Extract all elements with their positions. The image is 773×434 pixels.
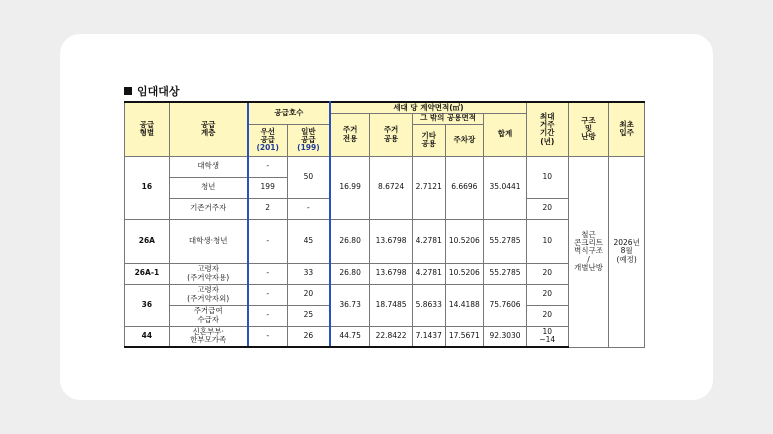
rental-target-table bbox=[124, 101, 645, 348]
section-title-text: 임대대상 bbox=[137, 85, 180, 98]
type-cell: 16 bbox=[125, 156, 170, 219]
total-cell: 92.3030 bbox=[484, 326, 527, 347]
table-row bbox=[125, 284, 645, 305]
general-cell: 45 bbox=[287, 219, 330, 263]
square-bullet-icon bbox=[124, 87, 132, 95]
excl-cell: 44.75 bbox=[330, 326, 370, 347]
section-title bbox=[124, 83, 180, 99]
header-total: 합계 bbox=[484, 113, 527, 156]
type-cell: 26A-1 bbox=[125, 263, 170, 284]
header-tier: 공급 계층 bbox=[169, 102, 247, 156]
priority-cell: - bbox=[248, 305, 288, 326]
park-cell: 14.4188 bbox=[445, 284, 484, 326]
priority-cell: 2 bbox=[248, 198, 288, 219]
max-cell: 20 bbox=[526, 284, 568, 305]
max-cell: 20 bbox=[526, 263, 568, 284]
excl-cell: 26.80 bbox=[330, 263, 370, 284]
header-general: 일반 공급 (199) bbox=[287, 124, 330, 156]
general-cell: 33 bbox=[287, 263, 330, 284]
header-other-common-group: 그 밖의 공용면적 bbox=[412, 113, 483, 124]
other-cell: 5.8633 bbox=[412, 284, 445, 326]
type-cell: 26A bbox=[125, 219, 170, 263]
other-cell: 4.2781 bbox=[412, 263, 445, 284]
type-cell: 44 bbox=[125, 326, 170, 347]
header-area-per-unit: 세대 당 계약면적(㎡) bbox=[330, 102, 526, 113]
tier-cell: 주거급여 수급자 bbox=[169, 305, 247, 326]
priority-cell: - bbox=[248, 263, 288, 284]
tier-cell: 고령자 (주거약자외) bbox=[169, 284, 247, 305]
table-row bbox=[125, 263, 645, 284]
header-supply-count: 공급호수 bbox=[248, 102, 330, 124]
header-first-move-in: 최초 입주 bbox=[609, 102, 645, 156]
header-max-residence: 최대 거주 기간 (년) bbox=[526, 102, 568, 156]
header-structure: 구조 및 난방 bbox=[568, 102, 609, 156]
general-cell: - bbox=[287, 198, 330, 219]
comm-cell: 13.6798 bbox=[370, 263, 413, 284]
header-priority: 우선 공급 (201) bbox=[248, 124, 288, 156]
tier-cell: 고령자 (주거약자용) bbox=[169, 263, 247, 284]
tier-cell: 기존거주자 bbox=[169, 198, 247, 219]
table-row bbox=[125, 219, 645, 263]
priority-cell: 199 bbox=[248, 177, 288, 198]
header-general-total: (199) bbox=[297, 143, 320, 153]
structure-cell: 철근 콘크리트 벽식구조 / 개별난방 bbox=[568, 156, 609, 347]
other-cell: 7.1437 bbox=[412, 326, 445, 347]
other-cell: 2.7121 bbox=[412, 156, 445, 219]
excl-cell: 16.99 bbox=[330, 156, 370, 219]
priority-cell: - bbox=[248, 326, 288, 347]
excl-cell: 36.73 bbox=[330, 284, 370, 326]
header-residential-exclusive: 주거 전용 bbox=[330, 113, 370, 156]
comm-cell: 13.6798 bbox=[370, 219, 413, 263]
tier-cell: 대학생 bbox=[169, 156, 247, 177]
tier-cell: 대학생·청년 bbox=[169, 219, 247, 263]
max-cell: 10 bbox=[526, 219, 568, 263]
header-residential-common: 주거 공용 bbox=[370, 113, 413, 156]
park-cell: 10.5206 bbox=[445, 263, 484, 284]
total-cell: 55.2785 bbox=[484, 263, 527, 284]
tier-cell: 신혼부부· 한부모가족 bbox=[169, 326, 247, 347]
header-other-common: 기타 공용 bbox=[412, 124, 445, 156]
first-move-in-cell: 2026년 8월 (예정) bbox=[609, 156, 645, 347]
comm-cell: 22.8422 bbox=[370, 326, 413, 347]
header-parking: 주차장 bbox=[445, 124, 484, 156]
total-cell: 35.0441 bbox=[484, 156, 527, 219]
priority-cell: - bbox=[248, 219, 288, 263]
header-priority-total: (201) bbox=[256, 143, 279, 153]
excl-cell: 26.80 bbox=[330, 219, 370, 263]
max-cell: 10 ~14 bbox=[526, 326, 568, 347]
park-cell: 10.5206 bbox=[445, 219, 484, 263]
park-cell: 17.5671 bbox=[445, 326, 484, 347]
other-cell: 4.2781 bbox=[412, 219, 445, 263]
general-cell: 25 bbox=[287, 305, 330, 326]
max-cell: 20 bbox=[526, 305, 568, 326]
type-cell: 36 bbox=[125, 284, 170, 326]
priority-cell: - bbox=[248, 156, 288, 177]
total-cell: 75.7606 bbox=[484, 284, 527, 326]
park-cell: 6.6696 bbox=[445, 156, 484, 219]
comm-cell: 8.6724 bbox=[370, 156, 413, 219]
header-type: 공급 형별 bbox=[125, 102, 170, 156]
max-cell: 20 bbox=[526, 198, 568, 219]
max-cell: 10 bbox=[526, 156, 568, 198]
table-row bbox=[125, 156, 645, 177]
tier-cell: 청년 bbox=[169, 177, 247, 198]
total-cell: 55.2785 bbox=[484, 219, 527, 263]
table-row bbox=[125, 326, 645, 347]
general-cell: 20 bbox=[287, 284, 330, 305]
general-cell: 50 bbox=[287, 156, 330, 198]
comm-cell: 18.7485 bbox=[370, 284, 413, 326]
general-cell: 26 bbox=[287, 326, 330, 347]
priority-cell: - bbox=[248, 284, 288, 305]
